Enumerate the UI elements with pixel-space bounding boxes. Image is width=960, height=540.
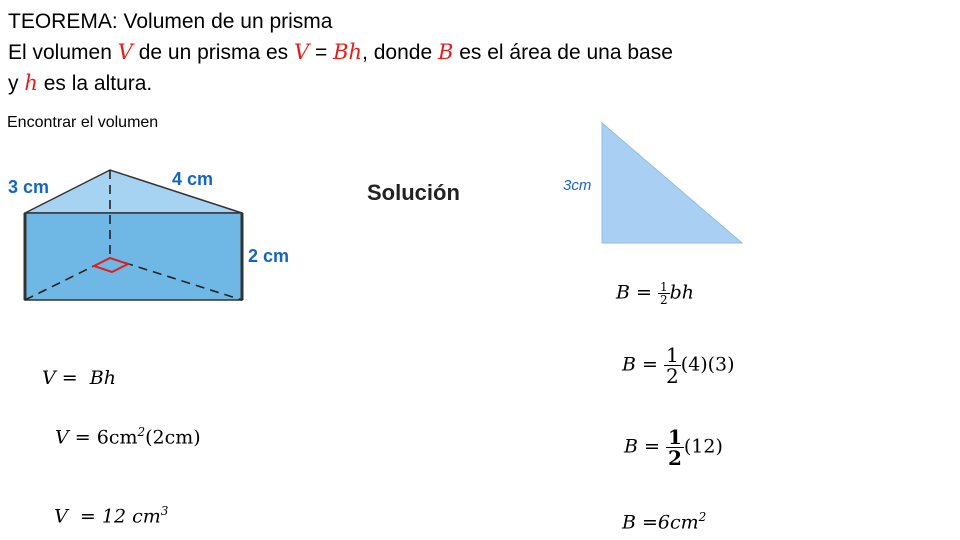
volume-exponent: 3 xyxy=(160,504,169,518)
variable-V: V xyxy=(117,40,133,64)
theorem-text: de un prisma es xyxy=(132,41,294,64)
area-rhs: (12) xyxy=(683,435,723,458)
prism-front-face xyxy=(25,213,242,300)
area-step-3 xyxy=(624,427,723,468)
volume-lhs: V = xyxy=(55,426,97,449)
area-rhs: bh xyxy=(669,281,695,304)
theorem-block xyxy=(8,6,673,99)
volume-exponent: 2 xyxy=(137,425,146,439)
area-step-2 xyxy=(622,345,735,386)
theorem-line-2 xyxy=(8,37,673,68)
area-rhs: (4)(3) xyxy=(680,353,735,376)
solution-heading: Solución xyxy=(367,180,460,205)
prism-figure xyxy=(0,160,310,310)
fraction-one-half: $\frac{1}{2}$ xyxy=(667,425,682,470)
theorem-title: TEOREMA: Volumen de un prisma xyxy=(8,10,333,33)
area-step-1 xyxy=(616,281,694,306)
formula-V: V xyxy=(293,40,310,64)
theorem-text: El volumen xyxy=(8,41,118,64)
area-lhs: B = xyxy=(622,511,658,534)
volume-height: (2cm) xyxy=(145,426,201,449)
fraction-one-half: $\frac{1}{2}$ xyxy=(659,280,668,307)
base-triangle xyxy=(602,123,742,243)
volume-lhs: V = 12 xyxy=(54,505,133,528)
volume-base-area: 6cm xyxy=(96,426,138,449)
volume-step-2 xyxy=(55,425,201,448)
area-exponent: 2 xyxy=(698,510,707,524)
triangle-figure xyxy=(555,118,755,248)
volume-unit: cm xyxy=(132,505,161,528)
prism-label-4cm: 4 cm xyxy=(172,169,214,189)
prism-label-3cm: 3 cm xyxy=(8,177,50,197)
theorem-text: es la altura. xyxy=(37,72,153,95)
fraction-one-half: $\frac{1}{2}$ xyxy=(665,343,679,388)
formula-Bh: Bh xyxy=(333,40,363,64)
prism-label-2cm: 2 cm xyxy=(248,246,290,266)
triangle-label-3cm: 3cm xyxy=(563,177,592,194)
formula-equals: = xyxy=(309,41,334,64)
volume-step-3 xyxy=(42,482,168,527)
theorem-line-3 xyxy=(8,68,673,99)
area-lhs: B = xyxy=(616,281,658,304)
area-value: 6cm xyxy=(657,511,699,534)
variable-h: h xyxy=(24,71,38,95)
theorem-text: y xyxy=(8,72,25,95)
variable-B: B xyxy=(437,40,454,64)
theorem-text: , donde xyxy=(362,41,438,64)
area-lhs: B = xyxy=(624,435,666,458)
theorem-text: es el área de una base xyxy=(453,41,673,64)
volume-step-1: V = Bh xyxy=(42,367,116,389)
task-text: Encontrar el volumen xyxy=(7,114,159,131)
area-step-4 xyxy=(622,510,706,533)
area-lhs: B = xyxy=(622,353,664,376)
